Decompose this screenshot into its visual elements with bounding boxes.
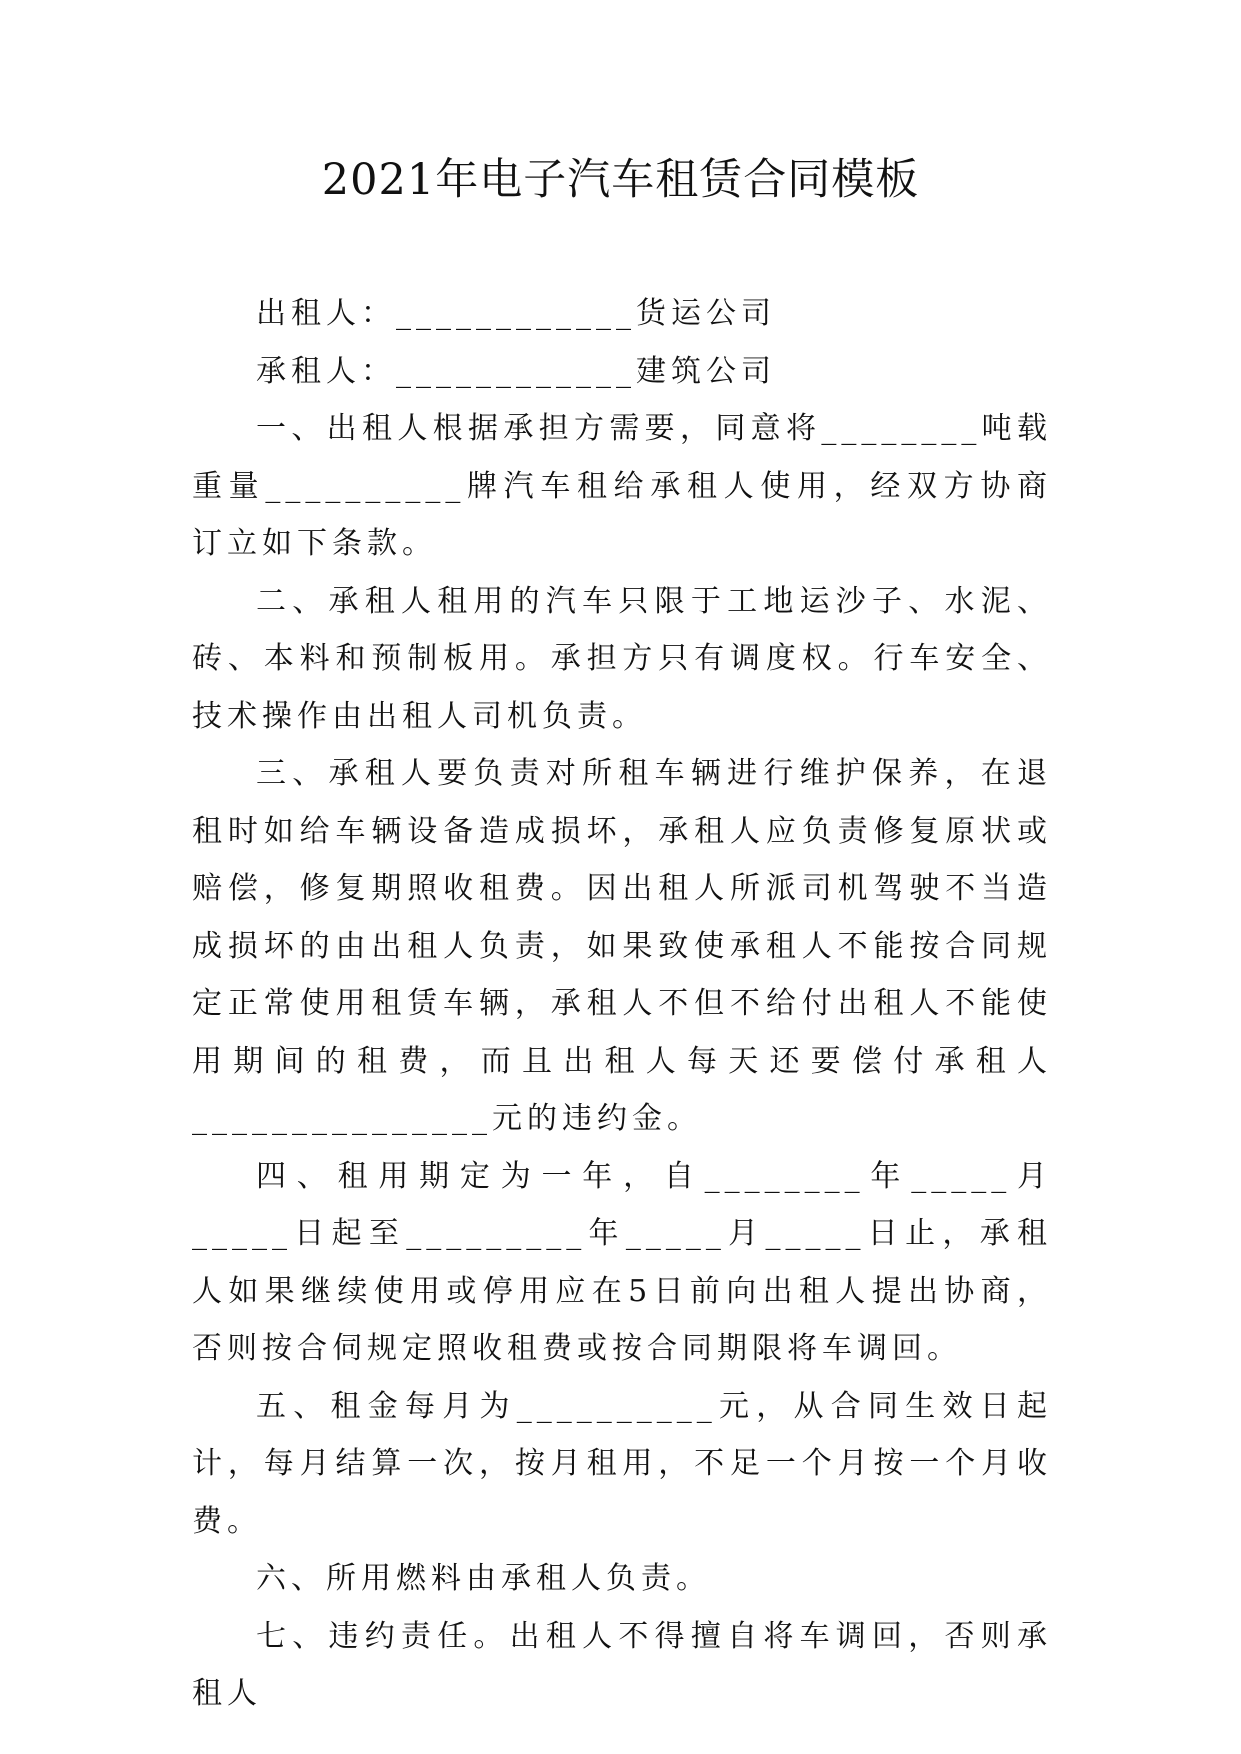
clause-1: 一、出租人根据承担方需要，同意将________吨载重量__________牌汽车租给承租人使用，经双方协商订立如下条款。 [192, 411, 1052, 561]
clause-7: 七、违约责任。出租人不得擅自将车调回，否则承租人 [192, 1618, 1052, 1711]
clause-2: 二、承租人租用的汽车只限于工地运沙子、水泥、砖、本料和预制板用。承担方只有调度权。行车安全、技术操作由出租人司机负责。 [192, 583, 1052, 734]
clause-6: 六、所用燃料由承租人负责。 [256, 1561, 711, 1596]
document-title: 2021年电子汽车租赁合同模板 [321, 155, 920, 205]
lessor-line: 出租人：____________货运公司 [256, 296, 776, 331]
clause-4: 四、租用期定为一年，自________年_____月_____日起至_________年_____月_____日止，承租人如果继续使用或停用应在5日前向出租人提出协商，否则按合伺规定照收租费或按合同期限将车调回。 [192, 1158, 1052, 1366]
lessee-line: 承租人：____________建筑公司 [256, 353, 776, 389]
contract-body [192, 285, 1052, 1723]
clause-5: 五、租金每月为__________元，从合同生效日起计，每月结算一次，按月租用，不足一个月按一个月收费。 [192, 1388, 1052, 1539]
clause-3: 三、承租人要负责对所租车辆进行维护保养，在退租时如给车辆设备造成损坏，承租人应负责修复原状或赔偿，修复期照收租费。因出租人所派司机驾驶不当造成损坏的由出租人负责，如果致使承租人不能按合同规定正常使用租赁车辆，承租人不但不给付出租人不能使用期间的租费，而且出租人每天还要偿付承租人_______________元的违约金。 [192, 756, 1052, 1136]
